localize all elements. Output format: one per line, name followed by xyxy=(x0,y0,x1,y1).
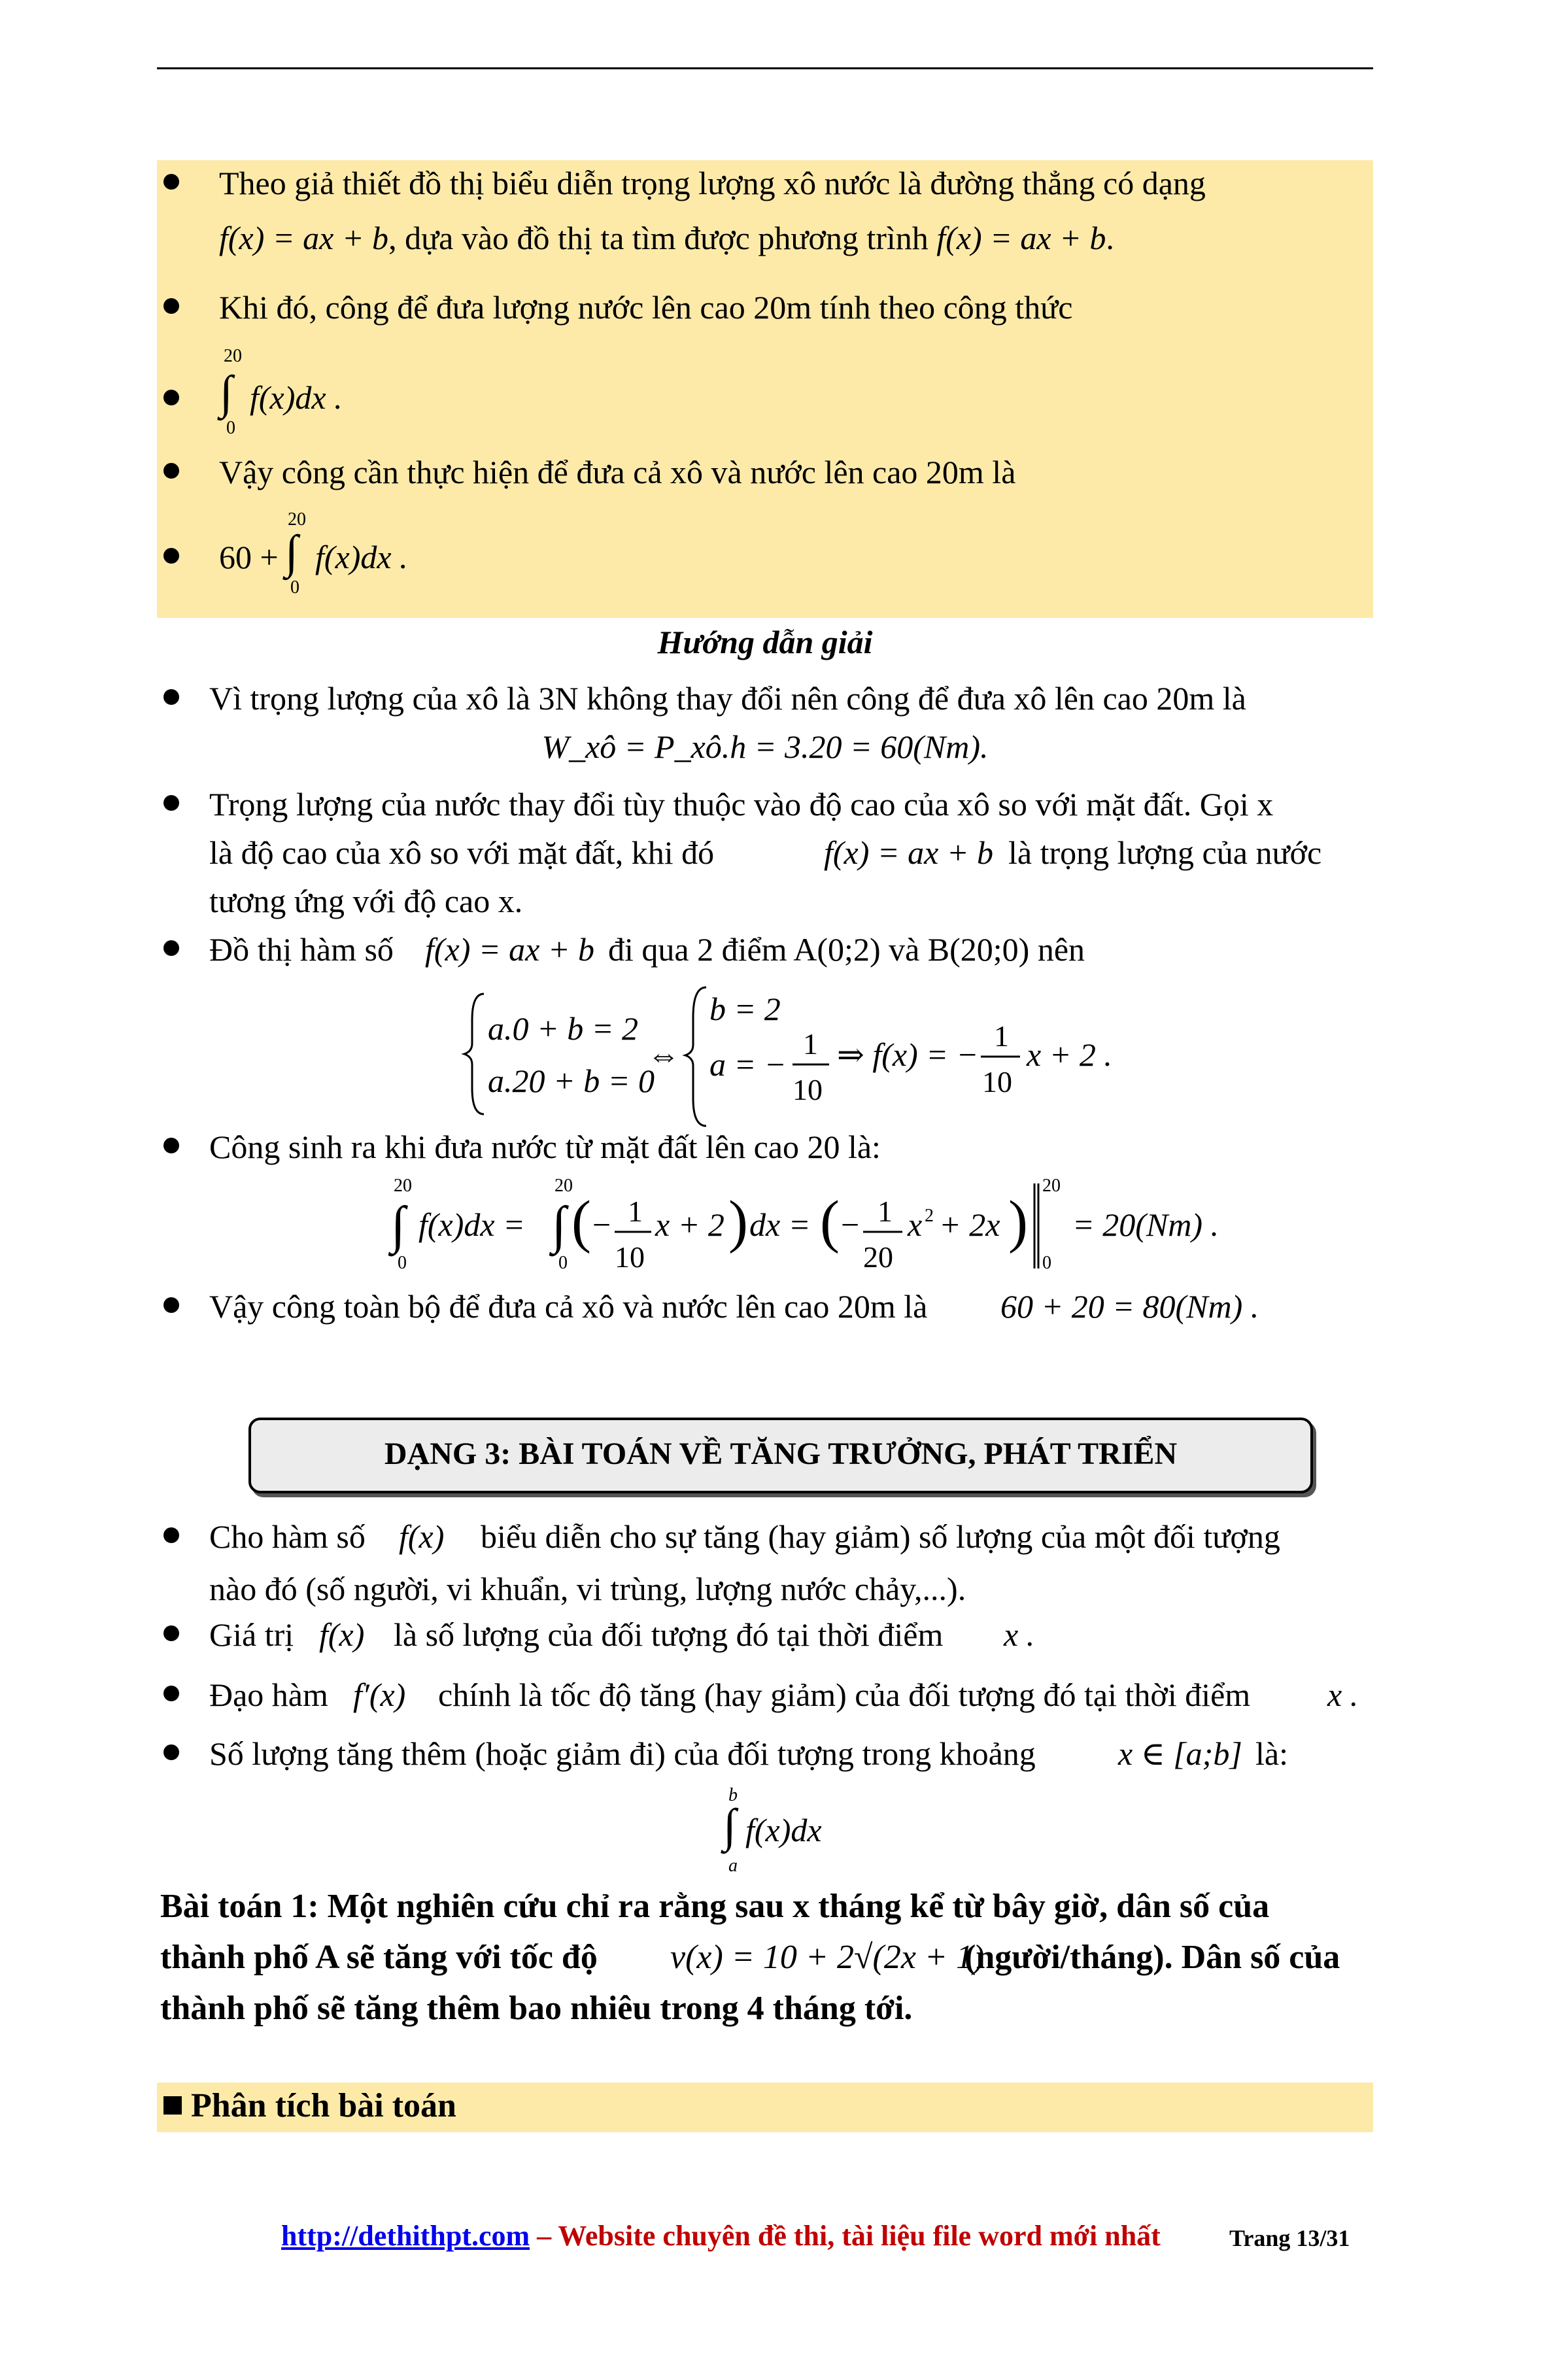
hint-bullet-3 xyxy=(163,347,1367,445)
formula-fprime: f′(x) xyxy=(353,1676,406,1713)
formula-text: dx = xyxy=(749,1206,811,1243)
footer-link[interactable]: http://dethithpt.com xyxy=(281,2220,530,2252)
frac-num: 1 xyxy=(803,1027,818,1061)
formula-fx-1: f(x) = ax + b xyxy=(219,220,389,256)
formula-text: f(x)dx = xyxy=(418,1206,525,1243)
integral-upper: 20 xyxy=(394,1176,412,1196)
bullet-icon xyxy=(163,1625,182,1644)
formula-text: + 2x xyxy=(939,1206,1000,1243)
integral-upper: 20 xyxy=(224,346,242,366)
integral-lower-2: 0 xyxy=(558,1253,568,1273)
footer-text: – Website chuyên đề thi, tài liệu file word mới nhất xyxy=(530,2220,1161,2252)
equivalent-icon: ⇔ xyxy=(647,1036,680,1073)
bullet-icon xyxy=(163,298,182,316)
minus-sign-2: − xyxy=(841,1206,860,1243)
solution-heading: Hướng dẫn giải xyxy=(657,624,873,660)
integral-sign-icon: ∫ xyxy=(391,1197,405,1254)
analysis-title: Phân tích bài toán xyxy=(191,2087,456,2124)
integral-lower: 0 xyxy=(290,577,299,598)
bullet-icon xyxy=(163,1744,182,1763)
dang3-text-4a: Số lượng tăng thêm (hoặc giảm đi) của đối tượng trong khoảng xyxy=(209,1735,1036,1772)
formula-fx-2: f(x) = ax + b xyxy=(936,220,1106,256)
dang3-text-3b: chính là tốc độ tăng (hay giảm) của đối tượng đó tại thời điểm xyxy=(438,1676,1251,1713)
dang3-text-3a: Đạo hàm xyxy=(209,1676,328,1713)
system-left-2: a.20 + b = 0 xyxy=(488,1062,655,1099)
dang3-text-1a: Cho hàm số xyxy=(209,1518,366,1555)
variable-x: x . xyxy=(1327,1676,1359,1713)
frac-den: 10 xyxy=(615,1240,645,1274)
section-title-box xyxy=(248,1418,1313,1493)
integral-lower: 0 xyxy=(226,418,235,438)
eval-lower: 0 xyxy=(1042,1253,1051,1273)
bullet-icon xyxy=(163,463,182,481)
problem-1-line-1 xyxy=(160,1883,1373,1930)
eval-upper: 20 xyxy=(1042,1176,1061,1196)
solution-text-2d: tương ứng với độ cao x. xyxy=(209,883,523,919)
integral-lower: 0 xyxy=(398,1253,407,1273)
integral-upper: b xyxy=(728,1785,738,1805)
formula-text: x xyxy=(908,1206,923,1243)
dang3-text-4b: là: xyxy=(1255,1735,1288,1772)
paren-close: ) xyxy=(728,1189,748,1254)
paren-open-2: ( xyxy=(820,1189,840,1254)
system-result: ⇒ f(x) = − xyxy=(837,1036,979,1073)
square-bullet-icon xyxy=(163,2096,182,2115)
integral-sign-icon: ∫ xyxy=(220,366,233,418)
solution-text-2b: là độ cao của xô so với mặt đất, khi đó xyxy=(209,834,715,871)
bullet-icon xyxy=(163,1527,182,1546)
bullet-icon xyxy=(163,1138,182,1156)
analysis-title-wrap xyxy=(163,2085,456,2127)
work-bucket-formula xyxy=(157,726,1373,768)
formula-text: W_xô = P_xô.h = 3.20 = 60(Nm). xyxy=(541,728,989,765)
bullet-icon xyxy=(163,1297,182,1316)
formula-text: x + 2 xyxy=(655,1206,724,1243)
integral-result: = 20(Nm) . xyxy=(1072,1206,1219,1243)
frac-den-2: 10 xyxy=(982,1065,1012,1098)
formula-fx: f(x) xyxy=(319,1616,365,1653)
formula-fx: f(x) = ax + b xyxy=(824,834,994,871)
hint-bullet-5 xyxy=(163,510,1367,608)
section-title: DẠNG 3: BÀI TOÁN VỀ TĂNG TRƯỞNG, PHÁT TRIỂN xyxy=(384,1436,1178,1471)
problem-1-line-3 xyxy=(160,1985,1373,2032)
formula-fx: f(x) = ax + b xyxy=(425,931,595,968)
integral-computation xyxy=(386,1170,1236,1282)
interval-formula: x ∈ [a;b] xyxy=(1118,1735,1242,1772)
analysis-bar xyxy=(157,2082,1373,2132)
system-result-tail: x + 2 . xyxy=(1027,1036,1112,1073)
integral-upper-2: 20 xyxy=(554,1176,573,1196)
bullet-icon xyxy=(163,548,182,566)
paren-close-2: ) xyxy=(1008,1189,1028,1254)
dang3-text-1b: biểu diễn cho sự tăng (hay giảm) số lượng của một đối tượng xyxy=(481,1518,1280,1555)
integral-expr: f(x)dx . xyxy=(250,379,343,416)
integral-prefix: 60 + xyxy=(219,539,279,575)
hint-text-1: Theo giả thiết đồ thị biểu diễn trọng lượng xô nước là đường thẳng có dạng xyxy=(219,165,1206,201)
system-right-2: a = − xyxy=(709,1046,787,1083)
solution-text-3b: đi qua 2 điểm A(0;2) và B(20;0) nên xyxy=(608,931,1085,968)
integral-expr: f(x)dx xyxy=(745,1812,822,1848)
page-number: Trang 13/31 xyxy=(1229,2225,1350,2251)
total-work-formula: 60 + 20 = 80(Nm) . xyxy=(1000,1288,1259,1325)
paren-open: ( xyxy=(571,1189,591,1254)
growth-integral xyxy=(719,1785,863,1883)
problem-text-1: Bài toán 1: Một nghiên cứu chỉ ra rằng sau x tháng kể từ bây giờ, dân số của xyxy=(160,1888,1270,1925)
problem-text-3: thành phố sẽ tăng thêm bao nhiêu trong 4 tháng tới. xyxy=(160,1990,913,2027)
rate-formula: v(x) = 10 + 2√(2x + 1) xyxy=(670,1939,985,1976)
solution-text-3a: Đồ thị hàm số xyxy=(209,931,394,968)
bullet-icon xyxy=(163,174,182,192)
hint-text-1b: , dựa vào đồ thị ta tìm được phương trình xyxy=(388,220,929,256)
solution-text-4: Công sinh ra khi đưa nước từ mặt đất lên cao 20 là: xyxy=(209,1129,881,1165)
solution-text-2c: là trọng lượng của nước xyxy=(1008,834,1322,871)
problem-1-line-2 xyxy=(160,1934,1373,1981)
frac-den: 10 xyxy=(793,1073,823,1106)
integral-sign-icon: ∫ xyxy=(285,526,298,578)
minus-sign: − xyxy=(592,1206,611,1243)
system-left-1: a.0 + b = 2 xyxy=(488,1010,638,1047)
bullet-icon xyxy=(163,1686,182,1704)
hint-text-4: Vậy công cần thực hiện để đưa cả xô và nước lên cao 20m là xyxy=(219,454,1016,490)
equation-system xyxy=(458,981,1177,1131)
footer xyxy=(281,2219,1161,2252)
hint-text-2: Khi đó, công để đưa lượng nước lên cao 20m tính theo công thức xyxy=(219,289,1073,326)
bullet-icon xyxy=(163,390,182,408)
integral-lower: a xyxy=(728,1856,738,1876)
frac-num-2: 1 xyxy=(994,1019,1009,1053)
problem-text-2b: (người/tháng). Dân số của xyxy=(964,1939,1340,1976)
hint-math-1: f(x) = ax + b, dựa vào đồ thị ta tìm được phương trình f(x) = ax + b. xyxy=(219,220,1114,256)
integral-sign-icon: ∫ xyxy=(723,1799,736,1852)
dang3-text-2b: là số lượng của đối tượng đó tại thời điểm xyxy=(394,1616,944,1653)
bullet-icon xyxy=(163,940,182,959)
formula-fx: f(x) xyxy=(399,1518,445,1555)
integral-expr: f(x)dx . xyxy=(315,539,408,575)
solution-text-5: Vậy công toàn bộ để đưa cả xô và nước lên cao 20m là xyxy=(209,1288,928,1325)
frac-num-2: 1 xyxy=(878,1195,893,1228)
variable-x: x . xyxy=(1004,1616,1035,1653)
system-right-1: b = 2 xyxy=(709,991,781,1027)
integral-upper: 20 xyxy=(288,509,306,530)
dang3-text-1c: nào đó (số người, vi khuẩn, vi trùng, lượng nước chảy,...). xyxy=(209,1571,966,1607)
problem-text-2a: thành phố A sẽ tăng với tốc độ xyxy=(160,1939,598,1976)
header-rule xyxy=(157,67,1373,69)
solution-text-2a: Trọng lượng của nước thay đổi tùy thuộc vào độ cao của xô so với mặt đất. Gọi x xyxy=(209,786,1274,823)
bullet-icon xyxy=(163,689,182,707)
dang3-text-2a: Giá trị xyxy=(209,1616,294,1653)
integral-sign-icon: ∫ xyxy=(552,1197,566,1254)
bullet-icon xyxy=(163,795,182,813)
frac-num: 1 xyxy=(628,1195,643,1228)
exponent: 2 xyxy=(925,1206,934,1226)
frac-den-2: 20 xyxy=(863,1240,893,1274)
solution-text-1: Vì trọng lượng của xô là 3N không thay đổi nên công để đưa xô lên cao 20m là xyxy=(209,680,1246,717)
